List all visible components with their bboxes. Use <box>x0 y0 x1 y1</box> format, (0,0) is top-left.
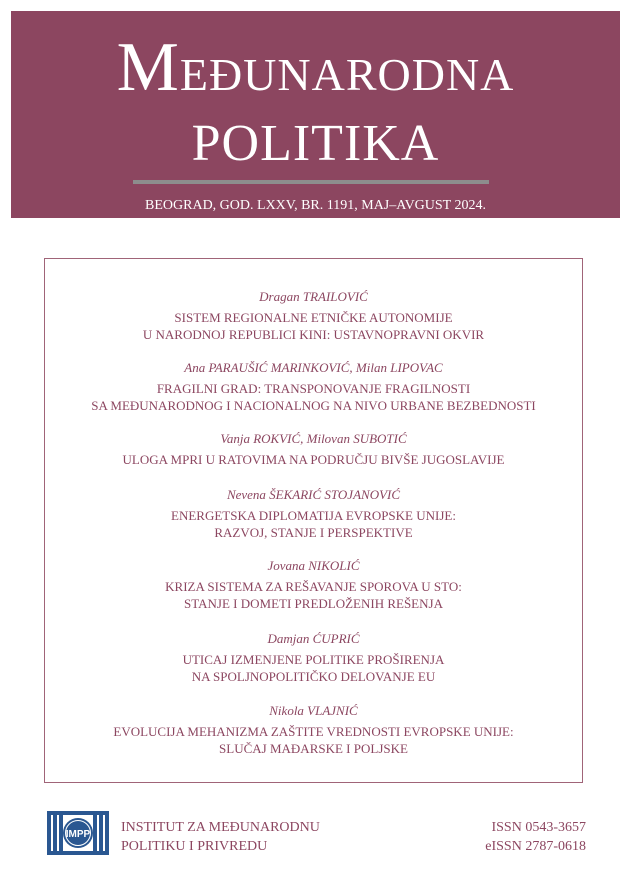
article-title: UTICAJ IZMENJENE POLITIKE PROŠIRENJA NA SPOLJNOPOLITIČKO DELOVANJE EU <box>182 652 445 684</box>
journal-title-line1: MEĐUNARODNA <box>116 29 515 106</box>
toc-entry <box>45 431 582 468</box>
article-authors: Dragan TRAILOVIĆ <box>259 289 368 304</box>
article-authors: Damjan ĆUPRIĆ <box>267 631 360 646</box>
toc-entry <box>45 558 582 612</box>
header-divider <box>133 180 489 184</box>
article-title: ULOGA MPRI U RATOVIMA NA PODRUČJU BIVŠE JUGOSLAVIJE <box>122 452 505 467</box>
eissn: eISSN 2787-0618 <box>485 839 586 854</box>
toc-entry <box>45 360 582 414</box>
article-title: ENERGETSKA DIPLOMATIJA EVROPSKE UNIJE: RAZVOJ, STANJE I PERSPEKTIVE <box>171 508 456 540</box>
article-authors: Vanja ROKVIĆ, Milovan SUBOTIĆ <box>220 431 407 446</box>
issn: ISSN 0543-3657 <box>491 820 586 835</box>
toc-entry <box>45 631 582 685</box>
issue-line: BEOGRAD, GOD. LXXV, BR. 1191, MAJ–AVGUST 2024. <box>145 198 486 213</box>
article-authors: Jovana NIKOLIĆ <box>267 558 360 573</box>
journal-title-line2: POLITIKA <box>191 115 440 172</box>
article-title: SISTEM REGIONALNE ETNIČKE AUTONOMIJE U NARODNOJ REPUBLICI KINI: USTAVNOPRAVNI OKVIR <box>142 310 485 342</box>
cover-header <box>11 11 620 218</box>
article-authors: Nevena ŠEKARIĆ STOJANOVIĆ <box>226 487 401 502</box>
issn-block <box>485 818 586 856</box>
publisher-name: INSTITUT ZA MEĐUNARODNU POLITIKU I PRIVREDU <box>121 820 320 854</box>
toc-entry <box>45 703 582 757</box>
toc-entry <box>45 487 582 541</box>
toc-entry <box>45 289 582 343</box>
article-title: FRAGILNI GRAD: TRANSPONOVANJE FRAGILNOSTI SA MEĐUNARODNOG I NACIONALNOG NA NIVO URBANE BEZBEDNOSTI <box>91 381 536 413</box>
article-title: KRIZA SISTEMA ZA REŠAVANJE SPOROVA U STO: STANJE I DOMETI PREDLOŽENIH REŠENJA <box>165 579 462 611</box>
article-authors: Ana PARAUŠIĆ MARINKOVIĆ, Milan LIPOVAC <box>184 360 443 375</box>
article-authors: Nikola VLAJNIĆ <box>269 703 358 718</box>
article-title: EVOLUCIJA MEHANIZMA ZAŠTITE VREDNOSTI EVROPSKE UNIJE: SLUČAJ MAĐARSKE I POLJSKE <box>113 724 514 756</box>
impp-logo <box>45 809 111 857</box>
svg-text:IMPP: IMPP <box>65 829 91 840</box>
table-of-contents <box>44 258 583 783</box>
